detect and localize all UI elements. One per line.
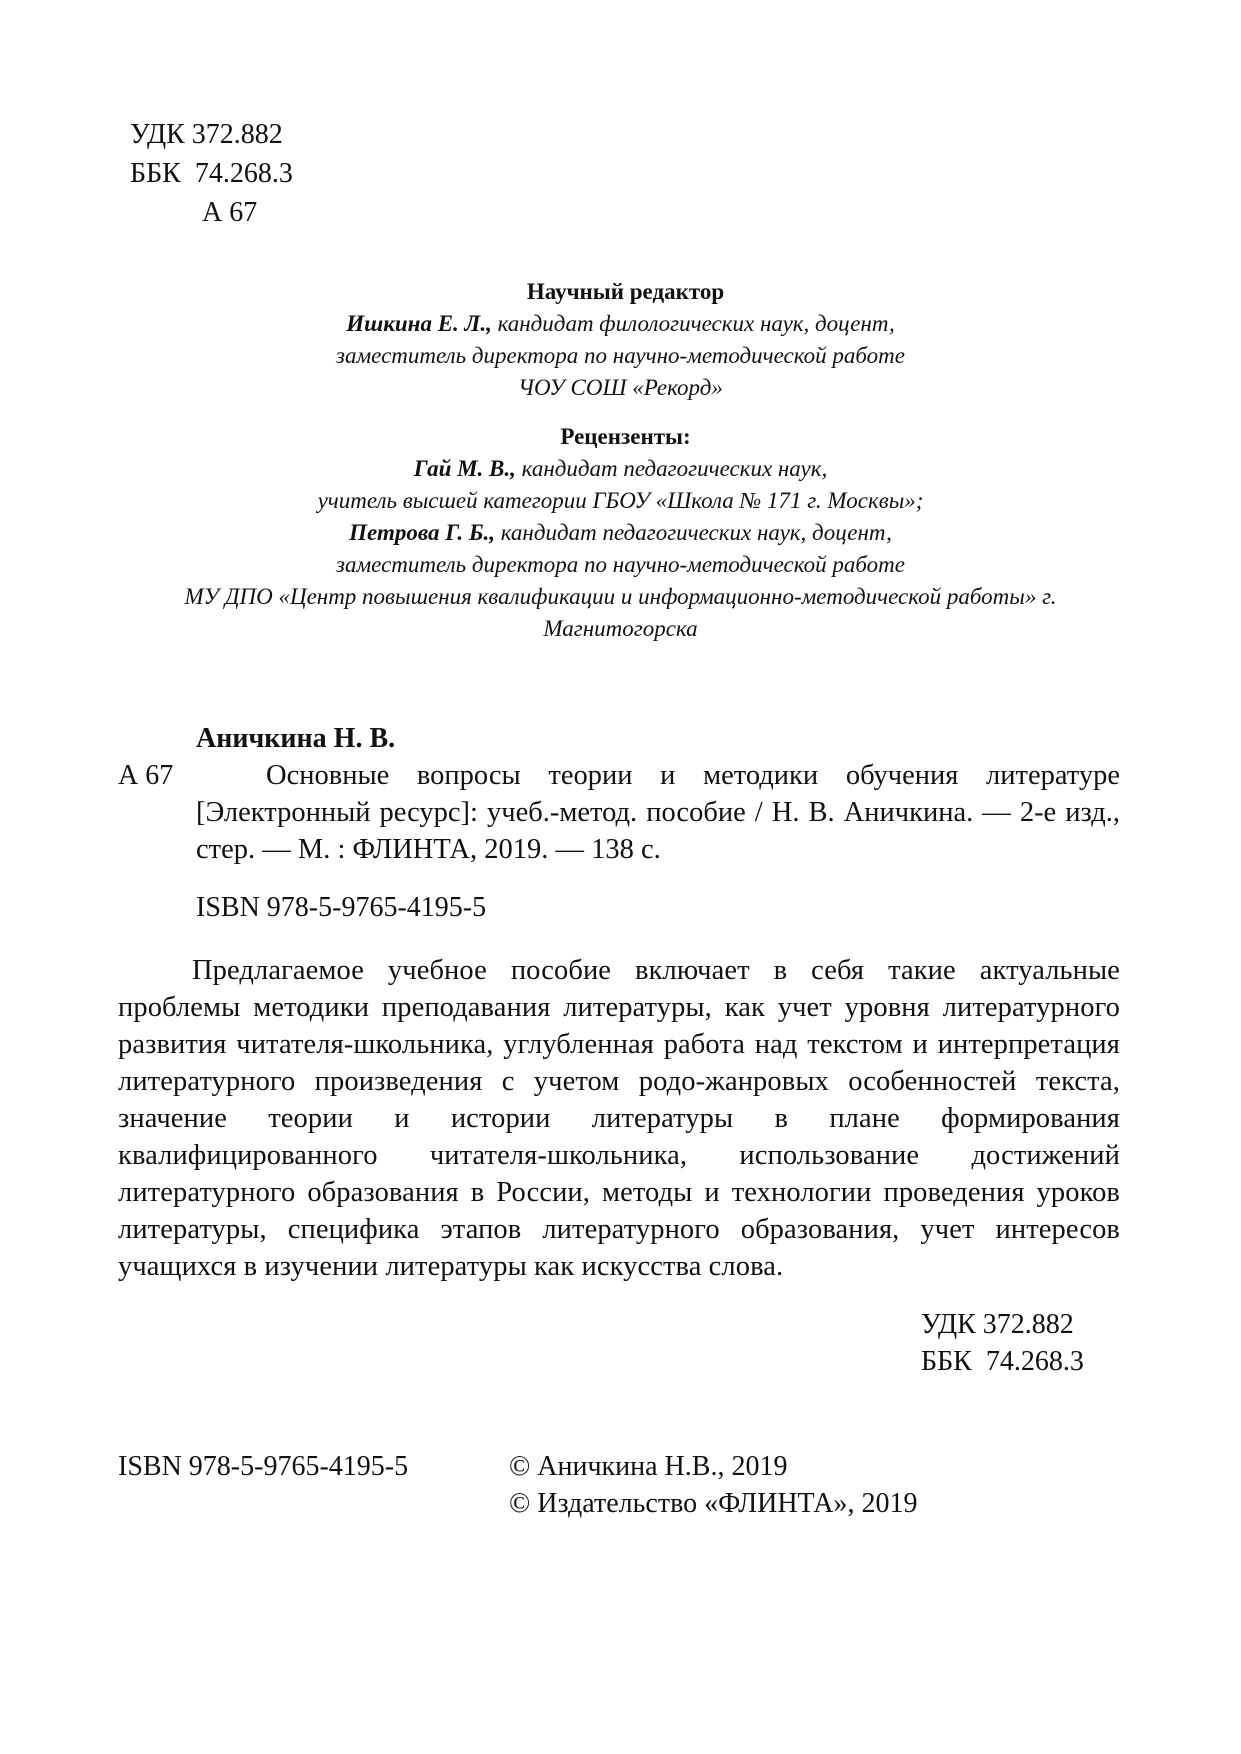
bbk-code: ББК 74.268.3 (130, 158, 293, 189)
editor-line-3: ЧОУ СОШ «Рекорд» (518, 375, 723, 400)
reviewer-1-line-2: учитель высшей категории ГБОУ «Школа № 171 г. Москвы»; (317, 488, 924, 513)
annotation-paragraph: Предлагаемое учебное пособие включает в себя такие актуальные проблемы методики преподавания литературы, как учет уровня литературного развития читателя-школьника, углубленная работа над текстом и интерпретация литературного произведения с учетом родо-жанровых особенностей текста, значение теории и истории литературы в плане формирования квалифицированного читателя-школьника, использование достижений литературного образования в России, методы и технологии проведения уроков литературы, специфика этапов литературного образования, учет интересов учащихся в изучении литературы как искусства слова. (118, 955, 1120, 1282)
reviewer-1-name: Гай М. В., (413, 456, 516, 481)
reviewer-2-line-1: Петрова Г. Б., кандидат педагогических наук, доцент, (349, 520, 892, 545)
bib-isbn: ISBN 978-5-9765-4195-5 (196, 892, 487, 923)
editor-line-1: Ишкина Е. Л., кандидат филологических наук, доцент, (346, 311, 895, 336)
author-mark: А 67 (202, 197, 258, 228)
footer-bbk: ББК 74.268.3 (921, 1346, 1084, 1377)
bib-description: Основные вопросы теории и методики обучения литературе [Электронный ресурс]: учеб.-метод. пособие / Н. В. Аничкина. — 2-е изд., стер. — М. : ФЛИНТА, 2019. — 138 с. (196, 760, 1120, 865)
reviewer-2-line-3: МУ ДПО «Центр повышения квалификации и информационно-методической работы» г. (184, 584, 1057, 609)
reviewers-block (0, 421, 1241, 645)
reviewer-2-name: Петрова Г. Б., (349, 520, 495, 545)
copyright-author: © Аничкина Н.В., 2019 (509, 1451, 788, 1482)
bib-mark: А 67 (118, 760, 174, 791)
editor-line-2: заместитель директора по научно-методической работе (336, 343, 905, 368)
editor-block (0, 276, 1241, 404)
reviewer-2-line-2: заместитель директора по научно-методической работе (336, 552, 905, 577)
copyright-isbn: ISBN 978-5-9765-4195-5 (118, 1451, 409, 1482)
reviewer-2-line-4: Магнитогорска (543, 616, 698, 641)
reviewers-heading: Рецензенты: (560, 424, 691, 449)
bib-author: Аничкина Н. В. (196, 723, 396, 754)
editor-name: Ишкина Е. Л., (346, 311, 492, 336)
reviewer-1-line-1: Гай М. В., кандидат педагогических наук, (413, 456, 828, 481)
copyright-publisher: © Издательство «ФЛИНТА», 2019 (509, 1488, 918, 1519)
udk-code: УДК 372.882 (130, 119, 283, 150)
editor-heading: Научный редактор (526, 279, 725, 304)
footer-udk: УДК 372.882 (921, 1309, 1074, 1340)
